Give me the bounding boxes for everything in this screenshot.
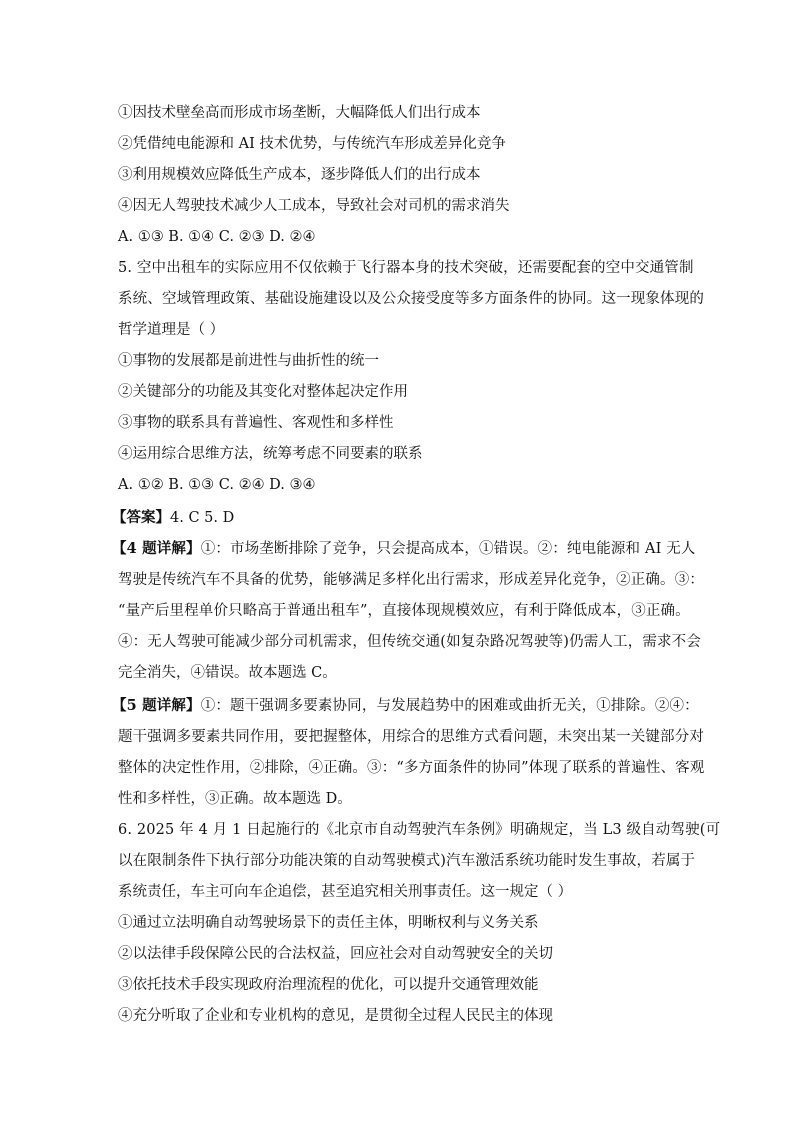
q5-option-2: ②关键部分的功能及其变化对整体起决定作用	[118, 384, 408, 400]
detail4-line-5: 完全消失，④错误。故本题选 C。	[118, 665, 337, 681]
detail4-label: 【4 题详解】	[112, 540, 201, 557]
q5-option-3: ③事物的联系具有普遍性、客观性和多样性	[118, 415, 394, 431]
q6-stem-line-2: 以在限制条件下执行部分功能决策的自动驾驶模式)汽车激活系统功能时发生事故，若属于	[118, 853, 696, 869]
detail5-text-1: ①：题干强调多要素协同，与发展趋势中的困难或曲折无关，①排除。②④：	[200, 698, 699, 714]
q5-option-4: ④运用综合思维方法，统筹考虑不同要素的联系	[118, 446, 423, 462]
q6-stem-line-1: 6. 2025 年 4 月 1 日起施行的《北京市自动驾驶汽车条例》明确规定，当 L3 级自动驾驶(可	[118, 822, 721, 838]
detail5-line-2: 题干强调多要素共同作用，要把握整体，用综合的思维方式看问题，未突出某一关键部分对	[118, 729, 704, 745]
answer-text: 4. C 5. D	[170, 510, 235, 526]
detail5-label: 【5 题详解】	[112, 697, 201, 714]
detail5-line-3: 整体的决定性作用，②排除，④正确。③：“多方面条件的协同”体现了联系的普遍性、客观	[118, 760, 705, 776]
detail5-line-4: 性和多样性，③正确。故本题选 D。	[118, 791, 352, 807]
q5-stem-line-1: 5. 空中出租车的实际应用不仅依赖于飞行器本身的技术突破，还需要配套的空中交通管制	[118, 260, 694, 276]
detail5-line-1	[112, 696, 699, 716]
q5-stem-line-3: 哲学道理是（ ）	[118, 322, 225, 338]
detail4-line-3: “量产后里程单价只略高于普通出租车”，直接体现规模效应，有利于降低成本，③正确。	[118, 603, 690, 619]
detail4-line-1	[112, 539, 696, 559]
q4-choices: A. ①③ B. ①④ C. ②③ D. ②④	[118, 229, 316, 245]
q5-choices: A. ①② B. ①③ C. ②④ D. ③④	[118, 477, 316, 493]
q6-option-4: ④充分听取了企业和专业机构的意见，是贯彻全过程人民民主的体现	[118, 1008, 553, 1024]
q6-option-3: ③依托技术手段实现政府治理流程的优化，可以提升交通管理效能	[118, 977, 539, 993]
q5-option-1: ①事物的发展都是前进性与曲折性的统一	[118, 353, 379, 369]
detail4-line-4: ④：无人驾驶可能减少部分司机需求，但传统交通(如复杂路况驾驶等)仍需人工，需求不会	[118, 634, 701, 650]
detail4-line-2: 驾驶是传统汽车不具备的优势，能够满足多样化出行需求，形成差异化竞争，②正确。③：	[118, 572, 704, 588]
q5-stem-line-2: 系统、空域管理政策、基础设施建设以及公众接受度等多方面条件的协同。这一现象体现的	[118, 291, 704, 307]
q6-option-2: ②以法律手段保障公民的合法权益，回应社会对自动驾驶安全的关切	[118, 946, 553, 962]
answer-line	[112, 508, 682, 528]
q6-stem-line-3: 系统责任，车主可向车企追偿，甚至追究相关刑事责任。这一规定（ ）	[118, 884, 573, 900]
q4-option-3: ③利用规模效应降低生产成本，逐步降低人们的出行成本	[118, 167, 481, 183]
detail4-text-1: ①：市场垄断排除了竞争，只会提高成本，①错误。②：纯电能源和 AI 无人	[200, 541, 696, 557]
answer-label: 【答案】	[112, 509, 170, 526]
q4-option-2: ②凭借纯电能源和 AI 技术优势，与传统汽车形成差异化竞争	[118, 136, 506, 152]
q6-option-1: ①通过立法明确自动驾驶场景下的责任主体，明晰权利与义务关系	[118, 915, 539, 931]
q4-option-1: ①因技术壁垒高而形成市场垄断，大幅降低人们出行成本	[118, 105, 481, 121]
q4-option-4: ④因无人驾驶技术减少人工成本，导致社会对司机的需求消失	[118, 198, 510, 214]
